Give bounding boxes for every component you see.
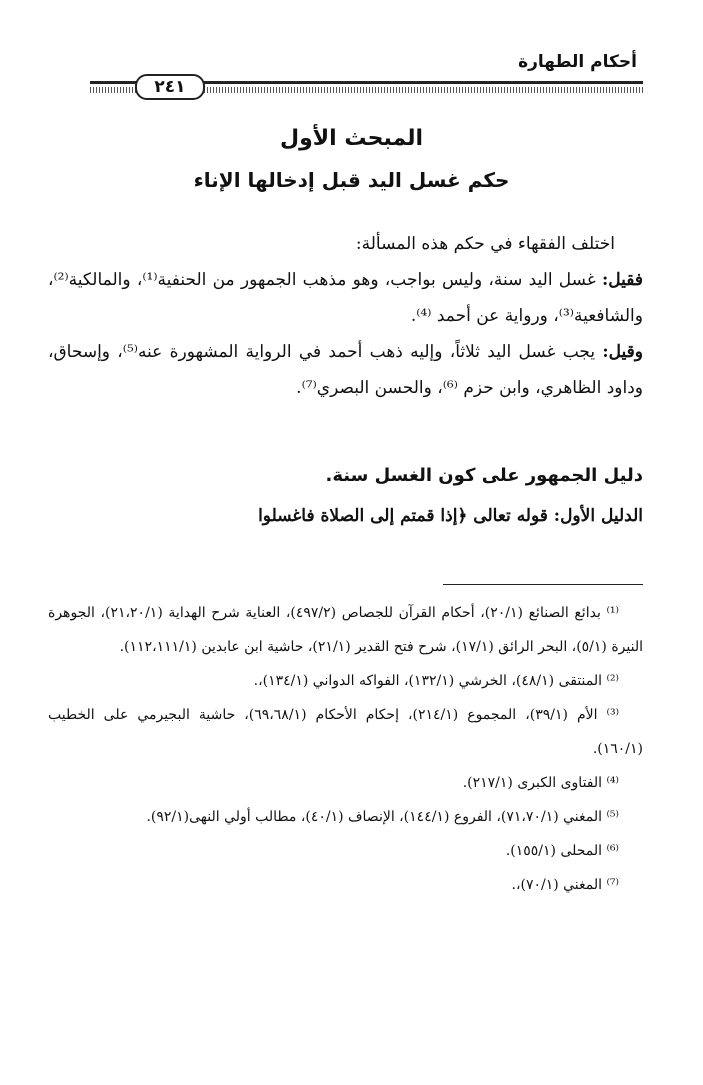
opinion-1-paragraph bbox=[48, 262, 643, 334]
footnote-6: ⁽⁶⁾ المحلى (١٥٥/١). bbox=[505, 843, 619, 859]
opinion-2-paragraph bbox=[48, 334, 643, 406]
intro-paragraph: اختلف الفقهاء في حكم هذه المسألة: bbox=[355, 234, 615, 254]
section-subtitle: حكم غسل اليد قبل إدخالها الإناء bbox=[193, 168, 510, 192]
body-text bbox=[48, 226, 643, 406]
footnotes bbox=[48, 596, 643, 902]
evidence-line: الدليل الأول: قوله تعالى ﴿إذا قمتم إلى الصلاة فاغسلوا bbox=[258, 506, 643, 526]
running-head: أحكام الطهارة bbox=[518, 52, 637, 72]
opinion-1-lead: فقيل: bbox=[601, 270, 643, 290]
opinion-2-lead: وقيل: bbox=[602, 342, 643, 362]
footnote-separator bbox=[443, 584, 643, 585]
page-number: ٢٤١ bbox=[135, 74, 205, 100]
opinion-2-text: يجب غسل اليد ثلاثاً، وإليه ذهب أحمد في الرواية المشهورة عنه⁽⁵⁾، وإسحاق، وداود الظاهري، وابن حزم ⁽⁶⁾، والحسن البصري⁽⁷⁾. bbox=[48, 342, 643, 398]
footnote-7: ⁽⁷⁾ المغني (٧٠/١)،. bbox=[511, 877, 619, 893]
footnote-5: ⁽⁵⁾ المغني (٧١،٧٠/١)، الفروع (١٤٤/١)، الإنصاف (٤٠/١)، مطالب أولي النهى(٩٢/١). bbox=[146, 809, 619, 825]
footnote-1: ⁽¹⁾ بدائع الصنائع (٢٠/١)، أحكام القرآن للجصاص (٤٩٧/٢)، العناية شرح الهداية (٢١،٢٠/١)، الجوهرة النيرة (٥/١)، البحر الرائق (١٧/١)، شرح فتح القدير (٢١/١)، حاشية ابن عابدين (١١٢،١١١/١). bbox=[48, 605, 643, 655]
footnote-4: ⁽⁴⁾ الفتاوى الكبرى (٢١٧/١). bbox=[462, 775, 619, 791]
opinion-1-text: غسل اليد سنة، وليس بواجب، وهو مذهب الجمهور من الحنفية⁽¹⁾، والمالكية⁽²⁾، والشافعية⁽³⁾، ورواية عن أحمد ⁽⁴⁾. bbox=[48, 270, 643, 326]
section-title: المبحث الأول bbox=[279, 126, 424, 151]
proof-heading: دليل الجمهور على كون الغسل سنة. bbox=[325, 465, 643, 486]
footnote-3: ⁽³⁾ الأم (٣٩/١)، المجموع (٢١٤/١)، إحكام الأحكام (٦٩،٦٨/١)، حاشية البجيرمي على الخطيب (١٦٠/١). bbox=[48, 707, 643, 757]
footnote-2: ⁽²⁾ المنتقى (٤٨/١)، الخرشي (١٣٢/١)، الفواكه الدواني (١٣٤/١)،. bbox=[253, 673, 619, 689]
